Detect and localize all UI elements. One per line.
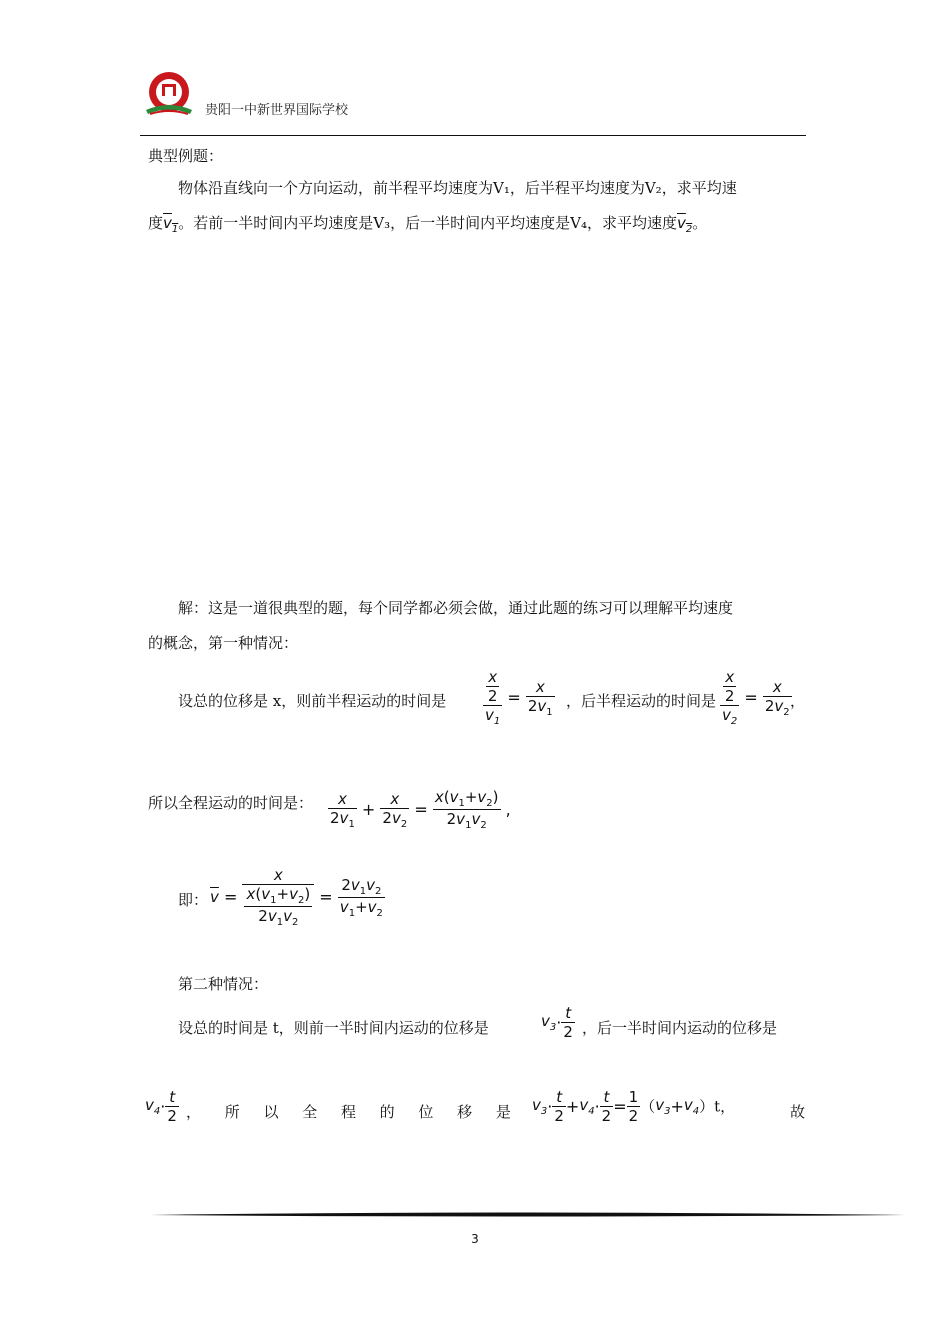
case2-line2-words	[186, 1101, 511, 1123]
problem-line-2-end: 。	[692, 214, 708, 232]
word: 程	[340, 1103, 356, 1121]
word: 移	[457, 1103, 473, 1121]
footer-rule	[150, 1210, 905, 1220]
formula-average-speed: $\overline{v}$ = $\frac{x}{\frac{x(v_1+v_2)}{2v_1v_2}}$ = $\frac{2v_1v_2}{v_1+v_2}$	[210, 866, 383, 928]
problem-line-2-mid: 。若前一半时间内平均速度是V₃，后一半时间内平均速度是V₄，求平均速度	[178, 214, 677, 232]
formula-t2: $\frac{\frac{x}{2}}{v_2}$ = $\frac{x}{2v_2}$	[722, 668, 790, 727]
word: 以	[263, 1103, 279, 1121]
solution-line-1: 解：这是一道很典型的题，每个同学都必须会做，通过此题的练习可以理解平均速度	[178, 599, 734, 617]
word: 的	[379, 1103, 395, 1121]
case2-line1-b: ，后一半时间内运动的位移是	[582, 1019, 778, 1037]
step3-text: 即：	[178, 891, 209, 909]
step2-end: ,	[505, 800, 511, 819]
word: 是	[495, 1103, 511, 1121]
school-name: 贵阳一中新世界国际学校	[205, 103, 349, 118]
formula-x2: $v_4\cdot$ $\frac{t}{2}$	[145, 1088, 177, 1125]
word: 全	[302, 1103, 318, 1121]
formula-total-time: $\frac{x}{2v_1}$ + $\frac{x}{2v_2}$ = $\frac{x(v_1+v_2)}{2v_1v_2}$ ,	[330, 788, 511, 831]
page-number: 3	[471, 1232, 479, 1246]
step2-text: 所以全程运动的时间是：	[148, 794, 314, 812]
formula-t1: $\frac{\frac{x}{2}}{v_1}$ = $\frac{x}{2v_1}$	[485, 668, 553, 727]
problem-line-1: 物体沿直线向一个方向运动，前半程平均速度为V₁，后半程平均速度为V₂，求平均速	[178, 179, 737, 197]
paren-open: （	[640, 1097, 656, 1116]
solution-line-2: 的概念，第一种情况：	[148, 634, 299, 652]
vbar2-symbol: $v_2$	[676, 214, 693, 235]
step1-text-a: 设总的位移是 x，则前半程运动的时间是	[178, 692, 447, 710]
word: 所	[224, 1103, 240, 1121]
school-logo	[140, 70, 198, 120]
formula-total-displacement: $v_3\cdot$ $\frac{t}{2}$ $+v_4\cdot$ $\frac{t}{2}$ = $\frac{1}{2}$ $(v_3+v_4)t$，	[532, 1088, 736, 1125]
word: 位	[418, 1103, 434, 1121]
step1-end: ，	[790, 692, 806, 710]
case2-title: 第二种情况：	[178, 975, 269, 993]
header-rule	[140, 135, 806, 136]
problem-line-2-start: 度	[148, 214, 164, 232]
vbar1-symbol: $v_1$	[163, 214, 179, 235]
problem-line-2	[148, 212, 707, 241]
formula-x1: $v_3\cdot$ $\frac{t}{2}$	[541, 1004, 573, 1041]
paren-close: ）t，	[699, 1097, 736, 1116]
case2-line1-a: 设总的时间是 t，则前一半时间内运动的位移是	[178, 1019, 489, 1037]
step1-text-b: ，后半程运动的时间是	[566, 692, 717, 710]
word: ，	[186, 1103, 202, 1121]
section-title: 典型例题：	[148, 147, 224, 165]
case2-line2-end: 故	[790, 1103, 806, 1121]
